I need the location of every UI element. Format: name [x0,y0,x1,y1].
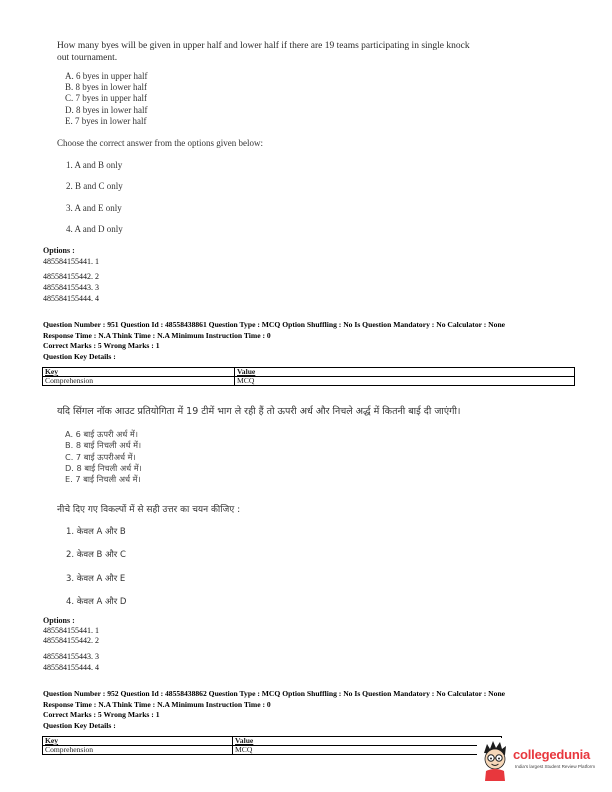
options-label-951: Options : [43,616,75,625]
statement-a: A. 6 byes in upper half [65,71,148,81]
key-cell: Comprehension [43,746,233,755]
statement-c-hi: C. 7 बाई ऊपरीअर्ध में। [65,451,136,462]
question-meta-952 [43,689,603,731]
key-header: Key [43,368,235,377]
meta-line-4: Question Key Details : [43,720,116,730]
option-id-1: 485584155441. 1 [43,257,99,266]
choice-2-hi: 2. केवल B और C [66,550,126,560]
value-header: Value [235,368,575,377]
option-id-2-951: 485584155442. 2 [43,636,99,645]
choice-3-hi: 3. केवल A और E [66,574,126,584]
choice-3: 3. A and E only [66,203,122,213]
mascot-icon [479,739,511,781]
table-header-row [43,737,502,746]
statement-c: C. 7 byes in upper half [65,93,147,104]
statement-e-hi: E. 7 बाई निचली अर्ध में। [65,474,141,485]
key-header: Key [43,737,233,746]
brand-tagline: India's largest Student Review Platform [515,764,596,769]
question-meta-951 [43,320,603,362]
option-id-1-951: 485584155441. 1 [43,626,99,635]
table-header-row [43,368,575,377]
key-cell: Comprehension [43,377,235,386]
statement-b-hi: B. 8 बाई निचली अर्ध में। [65,440,142,451]
choice-4: 4. A and D only [66,224,123,234]
choose-instruction-hi: नीचे दिए गए विकल्पों में से सही उत्तर का चयन कीजिए : [57,505,241,515]
option-id-4: 485584155444. 4 [43,294,99,303]
statement-list-hi [65,429,142,485]
question-line-2: out tournament. [57,53,118,63]
choice-4-hi: 4. केवल A और D [66,597,127,607]
option-id-3-951: 485584155443. 3 [43,652,99,661]
choice-1: 1. A and B only [66,160,123,170]
question-line-1: How many byes will be given in upper half and lower half if there are 19 teams participating in single knock [57,41,470,51]
choice-1-hi: 1. केवल A और B [66,527,126,537]
statement-d: D. 8 byes in lower half [65,104,148,115]
statement-a-hi: A. 6 बाई ऊपरी अर्ध में। [65,429,138,439]
table-row [43,746,502,755]
table-row [43,377,575,386]
key-details-table-952 [42,736,502,755]
collegedunia-logo [477,738,607,782]
statement-list-en [65,71,147,127]
brand-name: collegedunia [513,747,591,762]
value-cell: MCQ [235,377,575,386]
option-id-3: 485584155443. 3 [43,283,99,292]
statement-d-hi: D. 8 बाई निचली अर्ध में। [65,462,142,473]
meta-line-1: Question Number : 951 Question Id : 48558438861 Question Type : MCQ Option Shuffling : No Is Question Mandatory : No Calculator : None [43,320,506,329]
meta-line-2: Response Time : N.A Think Time : N.A Minimum Instruction Time : 0 [43,699,271,709]
value-header: Value [233,737,502,746]
meta-line-2: Response Time : N.A Think Time : N.A Minimum Instruction Time : 0 [43,330,271,340]
choose-instruction-en: Choose the correct answer from the options given below: [57,138,263,148]
meta-line-1: Question Number : 952 Question Id : 48558438862 Question Type : MCQ Option Shuffling : No Is Question Mandatory : No Calculator : None [43,689,506,698]
options-label: Options : [43,246,75,255]
question-text-hi: यदि सिंगल नॉक आउट प्रतियोगिता में 19 टीमें भाग ले रही हैं तो ऊपरी अर्ध और निचले अर्द्ध में कितनी बाई दी जाएंगी। [57,406,461,417]
option-id-4-951: 485584155444. 4 [43,663,99,672]
statement-e: E. 7 byes in lower half [65,115,147,126]
meta-line-3: Correct Marks : 5 Wrong Marks : 1 [43,341,160,350]
choice-2: 2. B and C only [66,181,123,191]
statement-b: B. 8 byes in lower half [65,82,147,93]
value-cell: MCQ [233,746,502,755]
key-details-table-951 [42,367,575,386]
meta-line-4: Question Key Details : [43,351,116,361]
option-id-2: 485584155442. 2 [43,272,99,281]
meta-line-3: Correct Marks : 5 Wrong Marks : 1 [43,710,160,719]
question-text-en [57,40,577,64]
